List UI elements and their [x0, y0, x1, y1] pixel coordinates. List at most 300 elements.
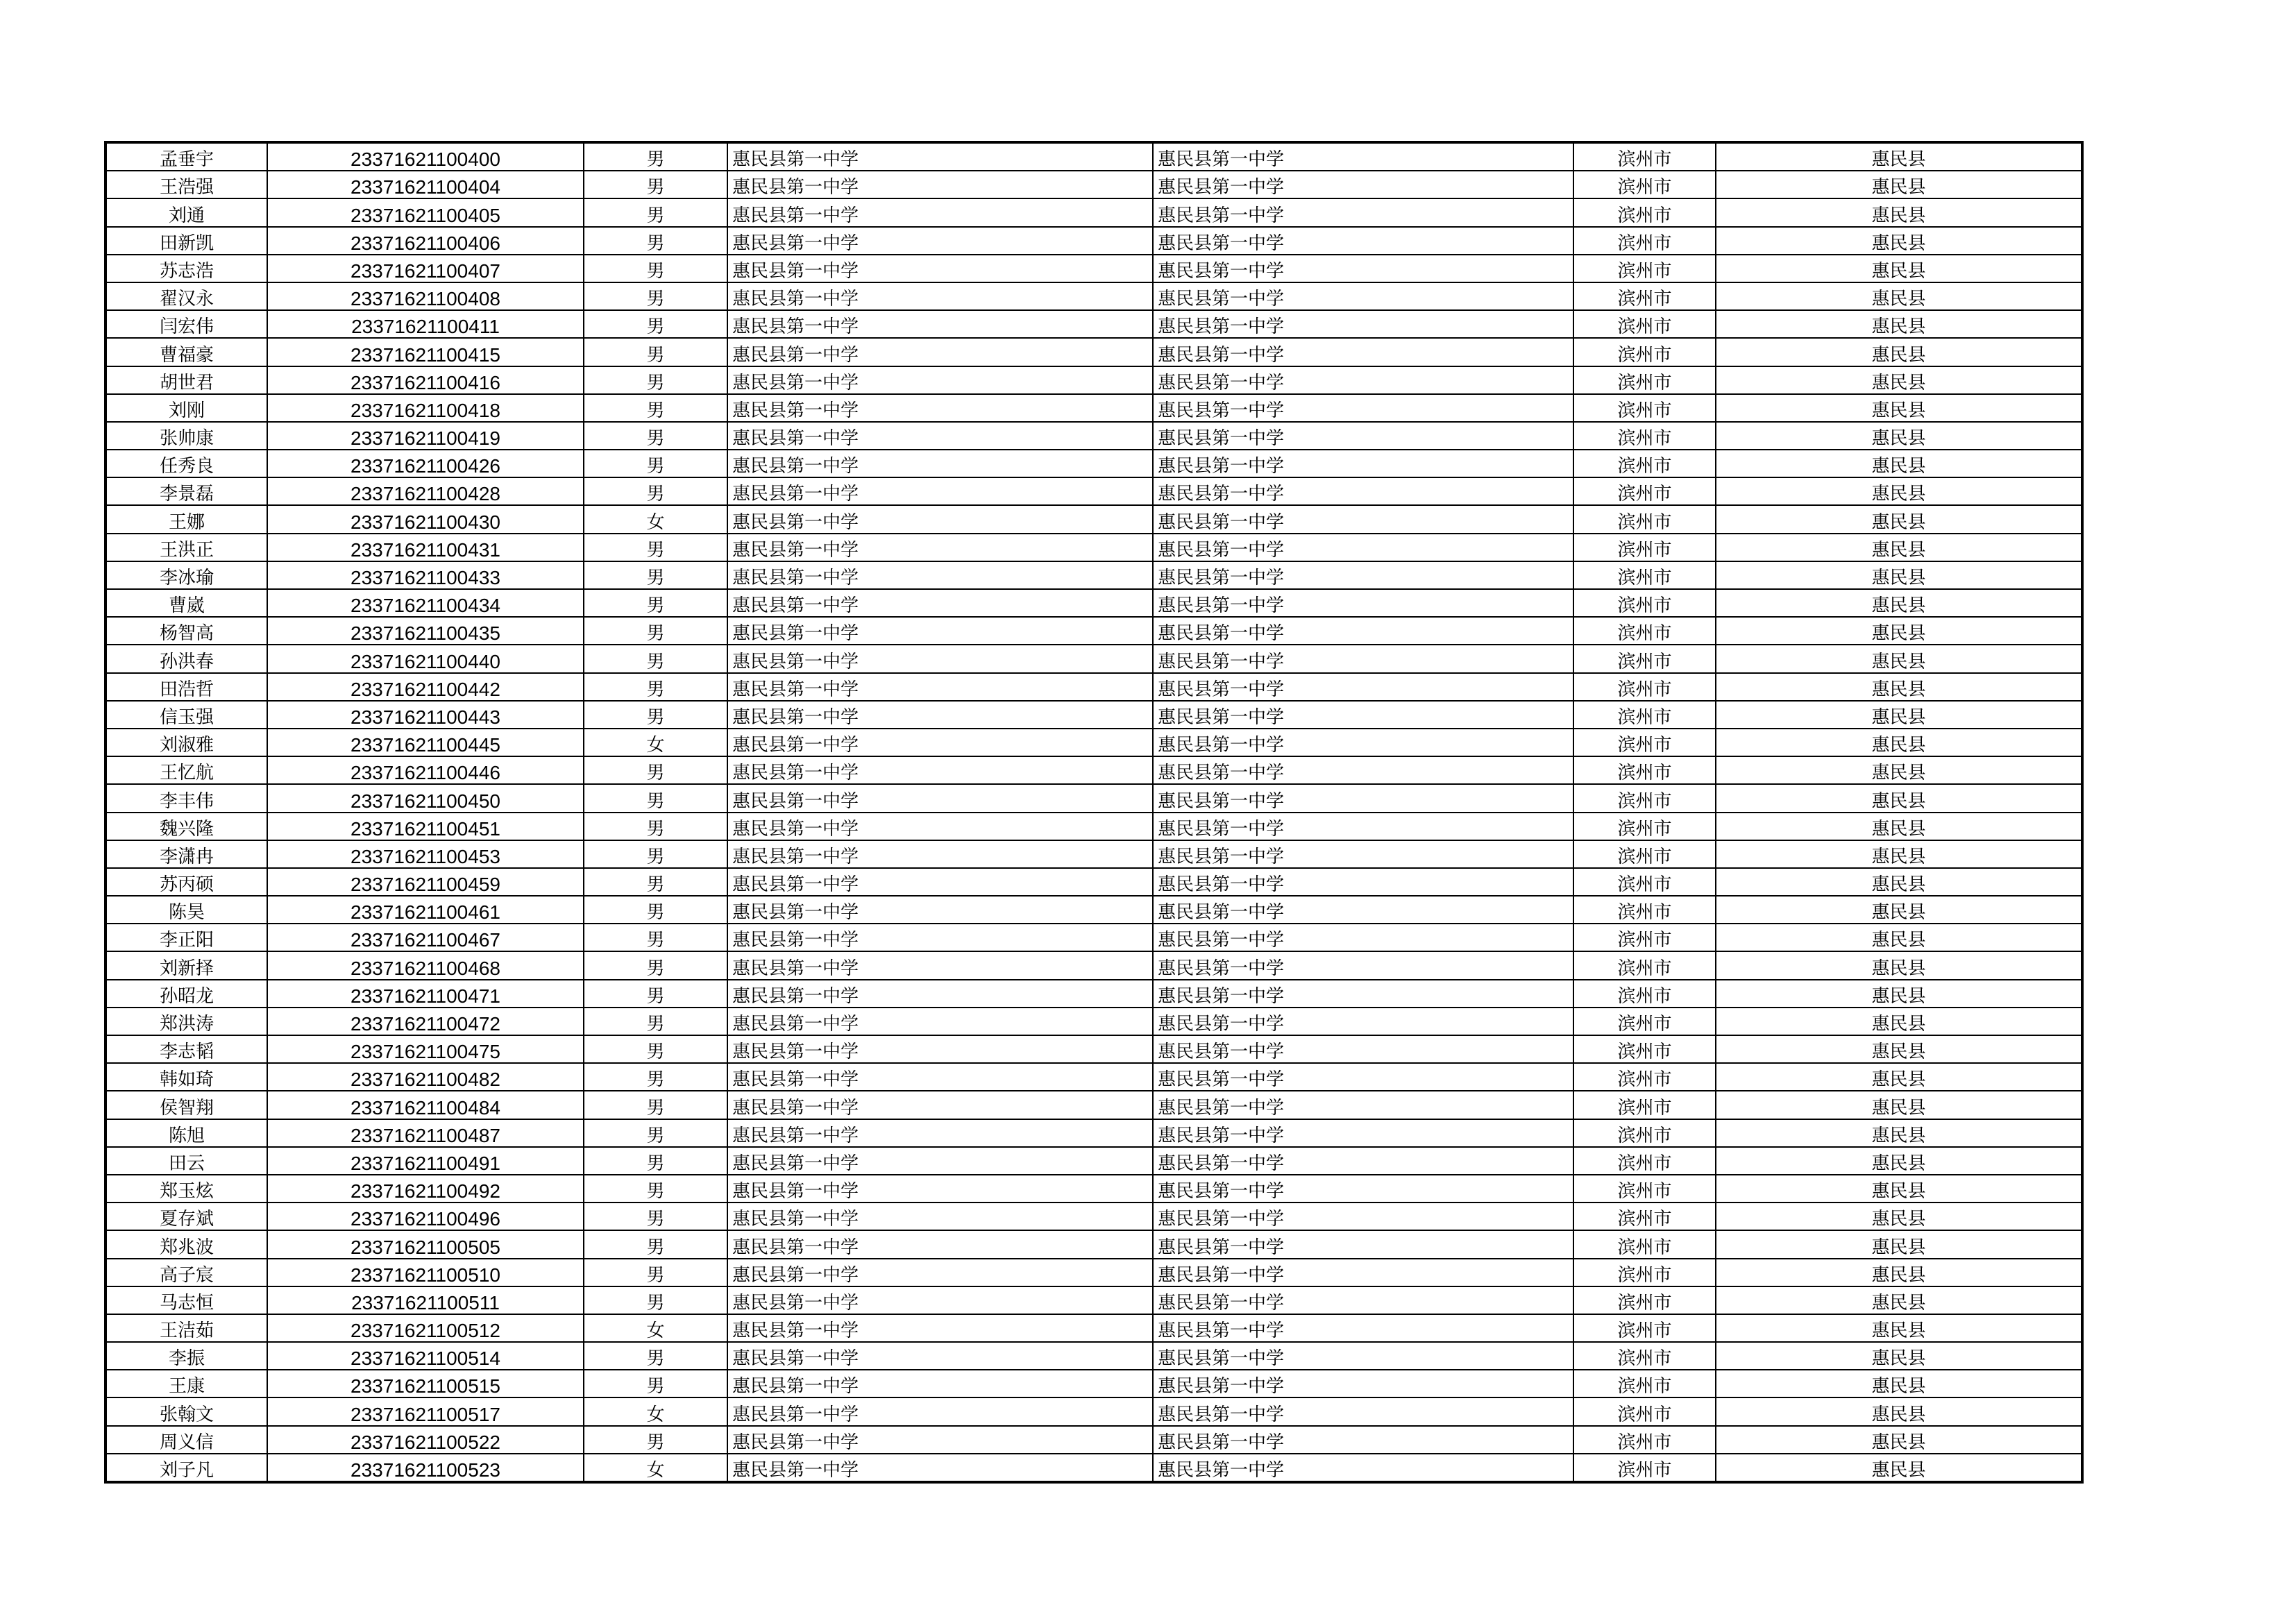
- school2-cell: 惠民县第一中学: [1153, 142, 1573, 171]
- city-cell: 滨州市: [1573, 450, 1716, 477]
- sex-cell: 男: [584, 1008, 727, 1035]
- school2-cell: 惠民县第一中学: [1153, 338, 1573, 366]
- school-cell: 惠民县第一中学: [727, 310, 1153, 338]
- sex-cell: 男: [584, 1203, 727, 1230]
- name-cell: 田浩哲: [105, 673, 267, 701]
- table-row: [105, 255, 2082, 282]
- school2-cell: 惠民县第一中学: [1153, 477, 1573, 505]
- school2-cell: 惠民县第一中学: [1153, 673, 1573, 701]
- county-cell: 惠民县: [1716, 617, 2082, 645]
- sex-cell: 男: [584, 868, 727, 896]
- table-row: [105, 1035, 2082, 1063]
- county-cell: 惠民县: [1716, 1119, 2082, 1147]
- sex-cell: 男: [584, 896, 727, 924]
- county-cell: 惠民县: [1716, 1397, 2082, 1425]
- school-cell: 惠民县第一中学: [727, 1454, 1153, 1482]
- name-cell: 王娜: [105, 505, 267, 533]
- sex-cell: 男: [584, 813, 727, 840]
- school2-cell: 惠民县第一中学: [1153, 840, 1573, 868]
- county-cell: 惠民县: [1716, 1314, 2082, 1342]
- table-row: [105, 561, 2082, 589]
- id-cell: 23371621100434: [267, 589, 584, 617]
- name-cell: 孙洪春: [105, 645, 267, 672]
- sex-cell: 男: [584, 310, 727, 338]
- city-cell: 滨州市: [1573, 1147, 1716, 1175]
- school2-cell: 惠民县第一中学: [1153, 1370, 1573, 1397]
- county-cell: 惠民县: [1716, 255, 2082, 282]
- school-cell: 惠民县第一中学: [727, 227, 1153, 255]
- id-cell: 23371621100517: [267, 1397, 584, 1425]
- id-cell: 23371621100430: [267, 505, 584, 533]
- school-cell: 惠民县第一中学: [727, 422, 1153, 450]
- name-cell: 周义信: [105, 1426, 267, 1454]
- school2-cell: 惠民县第一中学: [1153, 1230, 1573, 1258]
- school-cell: 惠民县第一中学: [727, 868, 1153, 896]
- id-cell: 23371621100514: [267, 1342, 584, 1370]
- county-cell: 惠民县: [1716, 534, 2082, 561]
- school-cell: 惠民县第一中学: [727, 673, 1153, 701]
- county-cell: 惠民县: [1716, 1370, 2082, 1397]
- id-cell: 23371621100406: [267, 227, 584, 255]
- name-cell: 陈昊: [105, 896, 267, 924]
- county-cell: 惠民县: [1716, 1091, 2082, 1119]
- sex-cell: 男: [584, 422, 727, 450]
- school2-cell: 惠民县第一中学: [1153, 1203, 1573, 1230]
- county-cell: 惠民县: [1716, 1063, 2082, 1091]
- county-cell: 惠民县: [1716, 422, 2082, 450]
- table-row: [105, 505, 2082, 533]
- school2-cell: 惠民县第一中学: [1153, 729, 1573, 756]
- name-cell: 李志韬: [105, 1035, 267, 1063]
- school-cell: 惠民县第一中学: [727, 394, 1153, 422]
- table-row: [105, 1230, 2082, 1258]
- id-cell: 23371621100433: [267, 561, 584, 589]
- id-cell: 23371621100505: [267, 1230, 584, 1258]
- school-cell: 惠民县第一中学: [727, 366, 1153, 394]
- table-row: [105, 951, 2082, 979]
- name-cell: 翟汉永: [105, 282, 267, 310]
- id-cell: 23371621100467: [267, 924, 584, 951]
- school-cell: 惠民县第一中学: [727, 142, 1153, 171]
- school2-cell: 惠民县第一中学: [1153, 1035, 1573, 1063]
- sex-cell: 男: [584, 645, 727, 672]
- county-cell: 惠民县: [1716, 1342, 2082, 1370]
- name-cell: 田云: [105, 1147, 267, 1175]
- city-cell: 滨州市: [1573, 951, 1716, 979]
- name-cell: 张翰文: [105, 1397, 267, 1425]
- city-cell: 滨州市: [1573, 1175, 1716, 1203]
- school2-cell: 惠民县第一中学: [1153, 1147, 1573, 1175]
- county-cell: 惠民县: [1716, 142, 2082, 171]
- name-cell: 李丰伟: [105, 784, 267, 812]
- sex-cell: 男: [584, 171, 727, 198]
- county-cell: 惠民县: [1716, 589, 2082, 617]
- id-cell: 23371621100491: [267, 1147, 584, 1175]
- county-cell: 惠民县: [1716, 1286, 2082, 1314]
- city-cell: 滨州市: [1573, 1342, 1716, 1370]
- id-cell: 23371621100453: [267, 840, 584, 868]
- city-cell: 滨州市: [1573, 198, 1716, 226]
- school2-cell: 惠民县第一中学: [1153, 561, 1573, 589]
- school2-cell: 惠民县第一中学: [1153, 1259, 1573, 1286]
- id-cell: 23371621100407: [267, 255, 584, 282]
- city-cell: 滨州市: [1573, 534, 1716, 561]
- school-cell: 惠民县第一中学: [727, 1203, 1153, 1230]
- name-cell: 陈旭: [105, 1119, 267, 1147]
- id-cell: 23371621100411: [267, 310, 584, 338]
- school-cell: 惠民县第一中学: [727, 840, 1153, 868]
- city-cell: 滨州市: [1573, 1370, 1716, 1397]
- name-cell: 孙昭龙: [105, 980, 267, 1008]
- county-cell: 惠民县: [1716, 1454, 2082, 1482]
- id-cell: 23371621100445: [267, 729, 584, 756]
- city-cell: 滨州市: [1573, 1035, 1716, 1063]
- city-cell: 滨州市: [1573, 1063, 1716, 1091]
- table-row: [105, 1091, 2082, 1119]
- name-cell: 郑洪涛: [105, 1008, 267, 1035]
- city-cell: 滨州市: [1573, 142, 1716, 171]
- city-cell: 滨州市: [1573, 701, 1716, 729]
- county-cell: 惠民县: [1716, 198, 2082, 226]
- sex-cell: 女: [584, 729, 727, 756]
- school-cell: 惠民县第一中学: [727, 450, 1153, 477]
- name-cell: 闫宏伟: [105, 310, 267, 338]
- school2-cell: 惠民县第一中学: [1153, 813, 1573, 840]
- table-row: [105, 171, 2082, 198]
- county-cell: 惠民县: [1716, 673, 2082, 701]
- city-cell: 滨州市: [1573, 645, 1716, 672]
- name-cell: 苏丙硕: [105, 868, 267, 896]
- county-cell: 惠民县: [1716, 813, 2082, 840]
- sex-cell: 男: [584, 840, 727, 868]
- id-cell: 23371621100475: [267, 1035, 584, 1063]
- school-cell: 惠民县第一中学: [727, 282, 1153, 310]
- county-cell: 惠民县: [1716, 924, 2082, 951]
- county-cell: 惠民县: [1716, 756, 2082, 784]
- table-row: [105, 1397, 2082, 1425]
- sex-cell: 男: [584, 1147, 727, 1175]
- sex-cell: 男: [584, 701, 727, 729]
- id-cell: 23371621100428: [267, 477, 584, 505]
- table-row: [105, 1314, 2082, 1342]
- sex-cell: 男: [584, 617, 727, 645]
- name-cell: 李冰瑜: [105, 561, 267, 589]
- school2-cell: 惠民县第一中学: [1153, 422, 1573, 450]
- table-row: [105, 422, 2082, 450]
- id-cell: 23371621100435: [267, 617, 584, 645]
- sex-cell: 男: [584, 1370, 727, 1397]
- city-cell: 滨州市: [1573, 1008, 1716, 1035]
- school2-cell: 惠民县第一中学: [1153, 1397, 1573, 1425]
- table-row: [105, 896, 2082, 924]
- county-cell: 惠民县: [1716, 477, 2082, 505]
- name-cell: 王洪正: [105, 534, 267, 561]
- table-row: [105, 1286, 2082, 1314]
- id-cell: 23371621100400: [267, 142, 584, 171]
- county-cell: 惠民县: [1716, 1008, 2082, 1035]
- id-cell: 23371621100405: [267, 198, 584, 226]
- table-row: [105, 840, 2082, 868]
- city-cell: 滨州市: [1573, 1314, 1716, 1342]
- school2-cell: 惠民县第一中学: [1153, 310, 1573, 338]
- city-cell: 滨州市: [1573, 1119, 1716, 1147]
- school-cell: 惠民县第一中学: [727, 756, 1153, 784]
- id-cell: 23371621100431: [267, 534, 584, 561]
- sex-cell: 男: [584, 282, 727, 310]
- table-row: [105, 701, 2082, 729]
- school-cell: 惠民县第一中学: [727, 198, 1153, 226]
- id-cell: 23371621100510: [267, 1259, 584, 1286]
- city-cell: 滨州市: [1573, 896, 1716, 924]
- school-cell: 惠民县第一中学: [727, 1035, 1153, 1063]
- sex-cell: 男: [584, 924, 727, 951]
- id-cell: 23371621100472: [267, 1008, 584, 1035]
- city-cell: 滨州市: [1573, 1454, 1716, 1482]
- name-cell: 夏存斌: [105, 1203, 267, 1230]
- county-cell: 惠民县: [1716, 896, 2082, 924]
- id-cell: 23371621100408: [267, 282, 584, 310]
- id-cell: 23371621100404: [267, 171, 584, 198]
- school2-cell: 惠民县第一中学: [1153, 868, 1573, 896]
- name-cell: 王忆航: [105, 756, 267, 784]
- table-row: [105, 1008, 2082, 1035]
- table-row: [105, 198, 2082, 226]
- sex-cell: 男: [584, 450, 727, 477]
- school-cell: 惠民县第一中学: [727, 1286, 1153, 1314]
- school2-cell: 惠民县第一中学: [1153, 366, 1573, 394]
- name-cell: 王康: [105, 1370, 267, 1397]
- county-cell: 惠民县: [1716, 1230, 2082, 1258]
- school-cell: 惠民县第一中学: [727, 1370, 1153, 1397]
- city-cell: 滨州市: [1573, 422, 1716, 450]
- city-cell: 滨州市: [1573, 589, 1716, 617]
- id-cell: 23371621100496: [267, 1203, 584, 1230]
- name-cell: 刘新择: [105, 951, 267, 979]
- table-row: [105, 924, 2082, 951]
- city-cell: 滨州市: [1573, 1397, 1716, 1425]
- city-cell: 滨州市: [1573, 1091, 1716, 1119]
- city-cell: 滨州市: [1573, 505, 1716, 533]
- city-cell: 滨州市: [1573, 1286, 1716, 1314]
- roster-body: [105, 142, 2082, 1482]
- sex-cell: 男: [584, 1119, 727, 1147]
- county-cell: 惠民县: [1716, 784, 2082, 812]
- name-cell: 高子宸: [105, 1259, 267, 1286]
- county-cell: 惠民县: [1716, 1426, 2082, 1454]
- city-cell: 滨州市: [1573, 813, 1716, 840]
- name-cell: 胡世君: [105, 366, 267, 394]
- id-cell: 23371621100471: [267, 980, 584, 1008]
- school-cell: 惠民县第一中学: [727, 505, 1153, 533]
- city-cell: 滨州市: [1573, 784, 1716, 812]
- sex-cell: 女: [584, 1397, 727, 1425]
- city-cell: 滨州市: [1573, 756, 1716, 784]
- table-row: [105, 756, 2082, 784]
- county-cell: 惠民县: [1716, 227, 2082, 255]
- id-cell: 23371621100416: [267, 366, 584, 394]
- sex-cell: 男: [584, 477, 727, 505]
- school2-cell: 惠民县第一中学: [1153, 1119, 1573, 1147]
- county-cell: 惠民县: [1716, 561, 2082, 589]
- school2-cell: 惠民县第一中学: [1153, 1286, 1573, 1314]
- school2-cell: 惠民县第一中学: [1153, 394, 1573, 422]
- table-row: [105, 673, 2082, 701]
- county-cell: 惠民县: [1716, 645, 2082, 672]
- county-cell: 惠民县: [1716, 1203, 2082, 1230]
- school-cell: 惠民县第一中学: [727, 1426, 1153, 1454]
- school2-cell: 惠民县第一中学: [1153, 589, 1573, 617]
- name-cell: 李正阳: [105, 924, 267, 951]
- school2-cell: 惠民县第一中学: [1153, 1063, 1573, 1091]
- school-cell: 惠民县第一中学: [727, 1063, 1153, 1091]
- name-cell: 杨智高: [105, 617, 267, 645]
- city-cell: 滨州市: [1573, 394, 1716, 422]
- name-cell: 魏兴隆: [105, 813, 267, 840]
- city-cell: 滨州市: [1573, 477, 1716, 505]
- name-cell: 曹福豪: [105, 338, 267, 366]
- county-cell: 惠民县: [1716, 338, 2082, 366]
- table-row: [105, 310, 2082, 338]
- school2-cell: 惠民县第一中学: [1153, 255, 1573, 282]
- school-cell: 惠民县第一中学: [727, 784, 1153, 812]
- name-cell: 刘淑雅: [105, 729, 267, 756]
- table-row: [105, 1370, 2082, 1397]
- city-cell: 滨州市: [1573, 1426, 1716, 1454]
- table-row: [105, 645, 2082, 672]
- id-cell: 23371621100415: [267, 338, 584, 366]
- city-cell: 滨州市: [1573, 1259, 1716, 1286]
- county-cell: 惠民县: [1716, 310, 2082, 338]
- name-cell: 任秀良: [105, 450, 267, 477]
- school-cell: 惠民县第一中学: [727, 338, 1153, 366]
- school-cell: 惠民县第一中学: [727, 589, 1153, 617]
- county-cell: 惠民县: [1716, 1175, 2082, 1203]
- school-cell: 惠民县第一中学: [727, 951, 1153, 979]
- sex-cell: 男: [584, 1286, 727, 1314]
- sex-cell: 男: [584, 756, 727, 784]
- table-row: [105, 477, 2082, 505]
- city-cell: 滨州市: [1573, 366, 1716, 394]
- id-cell: 23371621100443: [267, 701, 584, 729]
- county-cell: 惠民县: [1716, 366, 2082, 394]
- school-cell: 惠民县第一中学: [727, 561, 1153, 589]
- id-cell: 23371621100426: [267, 450, 584, 477]
- school2-cell: 惠民县第一中学: [1153, 1454, 1573, 1482]
- school2-cell: 惠民县第一中学: [1153, 505, 1573, 533]
- county-cell: 惠民县: [1716, 505, 2082, 533]
- id-cell: 23371621100512: [267, 1314, 584, 1342]
- table-row: [105, 142, 2082, 171]
- table-row: [105, 450, 2082, 477]
- school-cell: 惠民县第一中学: [727, 980, 1153, 1008]
- county-cell: 惠民县: [1716, 951, 2082, 979]
- school2-cell: 惠民县第一中学: [1153, 1314, 1573, 1342]
- table-row: [105, 1119, 2082, 1147]
- school-cell: 惠民县第一中学: [727, 255, 1153, 282]
- school2-cell: 惠民县第一中学: [1153, 198, 1573, 226]
- name-cell: 孟垂宇: [105, 142, 267, 171]
- table-row: [105, 980, 2082, 1008]
- name-cell: 刘通: [105, 198, 267, 226]
- school2-cell: 惠民县第一中学: [1153, 756, 1573, 784]
- school2-cell: 惠民县第一中学: [1153, 896, 1573, 924]
- table-row: [105, 784, 2082, 812]
- table-row: [105, 1454, 2082, 1482]
- sex-cell: 男: [584, 1342, 727, 1370]
- county-cell: 惠民县: [1716, 171, 2082, 198]
- table-row: [105, 338, 2082, 366]
- sex-cell: 女: [584, 1454, 727, 1482]
- sex-cell: 男: [584, 784, 727, 812]
- id-cell: 23371621100492: [267, 1175, 584, 1203]
- sex-cell: 男: [584, 338, 727, 366]
- school-cell: 惠民县第一中学: [727, 1314, 1153, 1342]
- school2-cell: 惠民县第一中学: [1153, 534, 1573, 561]
- table-row: [105, 282, 2082, 310]
- school-cell: 惠民县第一中学: [727, 1259, 1153, 1286]
- school-cell: 惠民县第一中学: [727, 477, 1153, 505]
- county-cell: 惠民县: [1716, 1259, 2082, 1286]
- county-cell: 惠民县: [1716, 1035, 2082, 1063]
- name-cell: 苏志浩: [105, 255, 267, 282]
- id-cell: 23371621100515: [267, 1370, 584, 1397]
- county-cell: 惠民县: [1716, 282, 2082, 310]
- name-cell: 侯智翔: [105, 1091, 267, 1119]
- school2-cell: 惠民县第一中学: [1153, 784, 1573, 812]
- sex-cell: 女: [584, 1314, 727, 1342]
- name-cell: 李潇冉: [105, 840, 267, 868]
- id-cell: 23371621100522: [267, 1426, 584, 1454]
- city-cell: 滨州市: [1573, 840, 1716, 868]
- table-row: [105, 1147, 2082, 1175]
- id-cell: 23371621100482: [267, 1063, 584, 1091]
- school2-cell: 惠民县第一中学: [1153, 1175, 1573, 1203]
- county-cell: 惠民县: [1716, 840, 2082, 868]
- school2-cell: 惠民县第一中学: [1153, 617, 1573, 645]
- city-cell: 滨州市: [1573, 282, 1716, 310]
- sex-cell: 男: [584, 198, 727, 226]
- roster-table: [104, 141, 2084, 1484]
- name-cell: 田新凯: [105, 227, 267, 255]
- school2-cell: 惠民县第一中学: [1153, 282, 1573, 310]
- id-cell: 23371621100450: [267, 784, 584, 812]
- id-cell: 23371621100523: [267, 1454, 584, 1482]
- name-cell: 曹崴: [105, 589, 267, 617]
- school-cell: 惠民县第一中学: [727, 1091, 1153, 1119]
- id-cell: 23371621100487: [267, 1119, 584, 1147]
- school2-cell: 惠民县第一中学: [1153, 645, 1573, 672]
- name-cell: 张帅康: [105, 422, 267, 450]
- id-cell: 23371621100418: [267, 394, 584, 422]
- table-row: [105, 868, 2082, 896]
- sex-cell: 男: [584, 227, 727, 255]
- table-row: [105, 227, 2082, 255]
- id-cell: 23371621100446: [267, 756, 584, 784]
- school-cell: 惠民县第一中学: [727, 1175, 1153, 1203]
- id-cell: 23371621100459: [267, 868, 584, 896]
- school2-cell: 惠民县第一中学: [1153, 1342, 1573, 1370]
- id-cell: 23371621100442: [267, 673, 584, 701]
- school2-cell: 惠民县第一中学: [1153, 924, 1573, 951]
- id-cell: 23371621100468: [267, 951, 584, 979]
- school-cell: 惠民县第一中学: [727, 1342, 1153, 1370]
- sex-cell: 男: [584, 561, 727, 589]
- city-cell: 滨州市: [1573, 673, 1716, 701]
- school-cell: 惠民县第一中学: [727, 171, 1153, 198]
- county-cell: 惠民县: [1716, 1147, 2082, 1175]
- city-cell: 滨州市: [1573, 255, 1716, 282]
- id-cell: 23371621100461: [267, 896, 584, 924]
